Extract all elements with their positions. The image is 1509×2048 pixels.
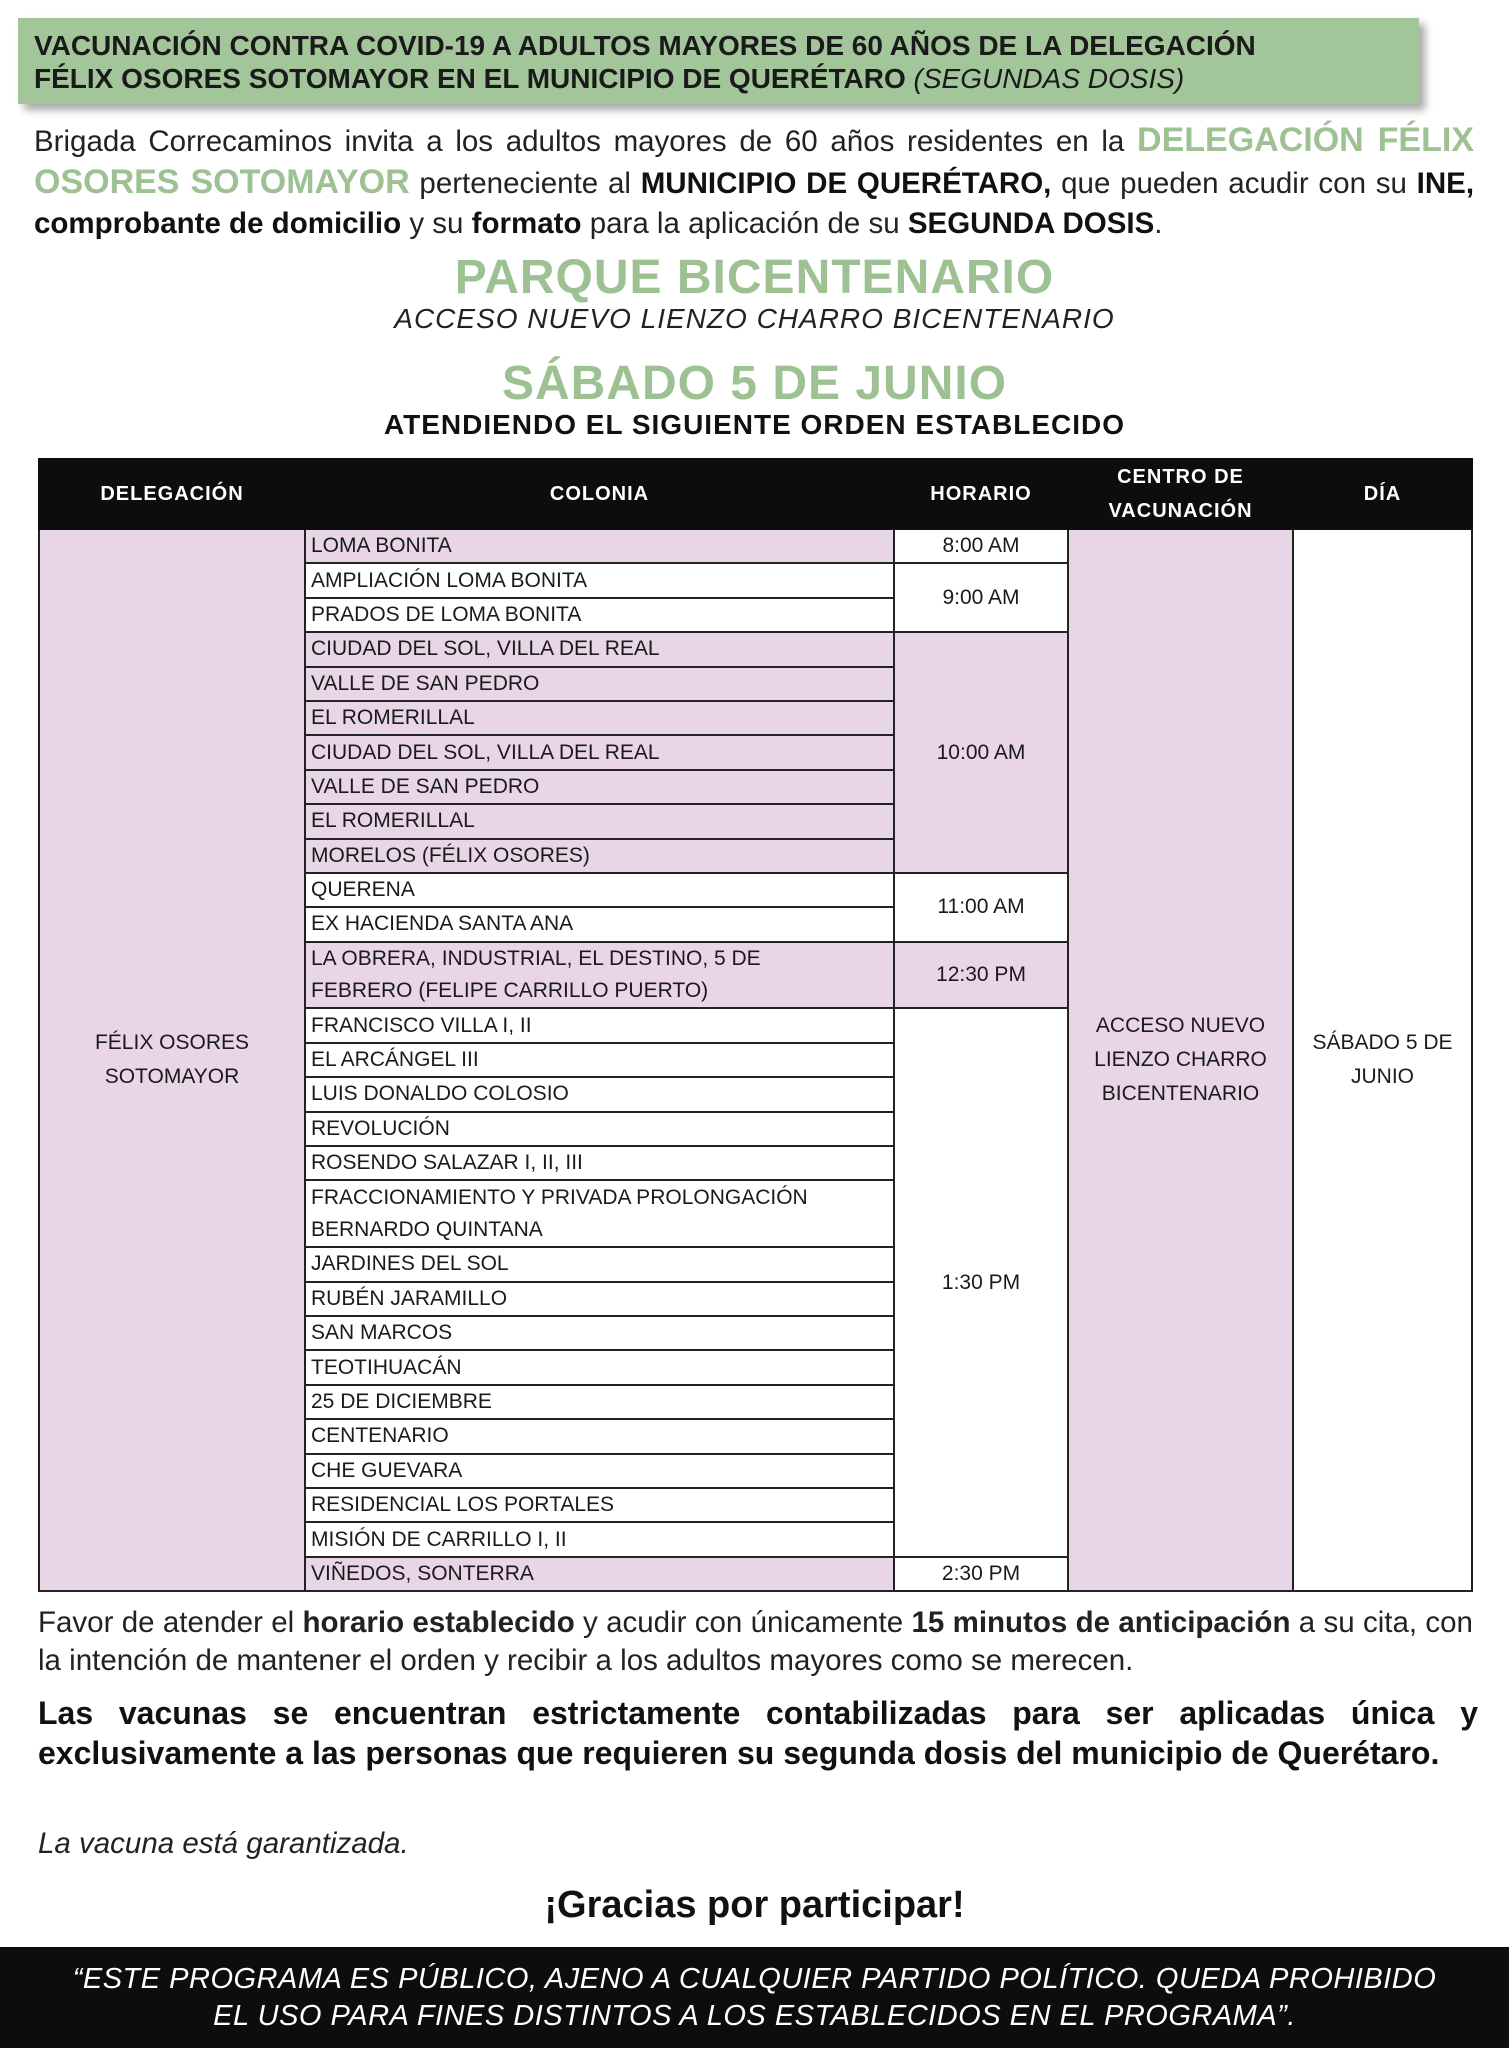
venue-title: PARQUE BICENTENARIO xyxy=(454,251,1055,304)
colonia-cell: SAN MARCOS xyxy=(305,1316,894,1350)
table-row xyxy=(39,529,1472,563)
note1-a: Favor de atender el xyxy=(38,1606,295,1639)
colonia-cell: BERNARDO QUINTANA xyxy=(305,1214,894,1247)
horario-cell: 8:00 AM xyxy=(894,529,1068,563)
note1-c: y acudir con únicamente xyxy=(583,1606,904,1639)
intro-text-1: Brigada Correcaminos invita a los adultos mayores de 60 años residentes en la xyxy=(34,125,1125,158)
colonia-cell: FEBRERO (FELIPE CARRILLO PUERTO) xyxy=(305,975,894,1008)
header-line2-italic: (SEGUNDAS DOSIS) xyxy=(913,63,1185,94)
intro-delegacion: DELEGACIÓN FÉLIX OSORES SOTOMAYOR xyxy=(34,121,1474,201)
intro-text-2: perteneciente al xyxy=(419,167,631,200)
colonia-cell: AMPLIACIÓN LOMA BONITA xyxy=(305,563,894,597)
intro-text-3: que pueden acudir con su xyxy=(1061,167,1407,200)
colonia-cell: QUERENA xyxy=(305,873,894,907)
colonia-cell: CIUDAD DEL SOL, VILLA DEL REAL xyxy=(305,735,894,769)
horario-cell: 9:00 AM xyxy=(894,563,1068,632)
colonia-cell: VIÑEDOS, SONTERRA xyxy=(305,1557,894,1591)
colonia-cell: RESIDENCIAL LOS PORTALES xyxy=(305,1488,894,1522)
colonia-cell: VALLE DE SAN PEDRO xyxy=(305,770,894,804)
colonia-cell: FRANCISCO VILLA I, II xyxy=(305,1008,894,1042)
footer-text xyxy=(0,1961,1509,2035)
note-horario xyxy=(38,1604,1473,1680)
colonia-cell: LUIS DONALDO COLOSIO xyxy=(305,1077,894,1111)
footer-line2: EL USO PARA FINES DISTINTOS A LOS ESTABLECIDOS EN EL PROGRAMA”. xyxy=(213,2000,1296,2032)
delegacion-line2: SOTOMAYOR xyxy=(104,1065,240,1089)
date-title: SÁBADO 5 DE JUNIO xyxy=(501,357,1008,410)
intro-segunda: SEGUNDA DOSIS xyxy=(907,207,1155,240)
horario-cell: 10:00 AM xyxy=(894,632,1068,873)
centro-line2: LIENZO CHARRO xyxy=(1094,1048,1267,1072)
table-header-row xyxy=(39,459,1472,529)
dia-line2: JUNIO xyxy=(1351,1065,1414,1089)
header-centro-line2: VACUNACIÓN xyxy=(1108,500,1253,522)
centro-cell xyxy=(1068,529,1293,1591)
footer-disclaimer xyxy=(0,1947,1509,2048)
colonia-cell: MISIÓN DE CARRILLO I, II xyxy=(305,1522,894,1556)
colonia-cell: EL ROMERILLAL xyxy=(305,701,894,735)
colonia-cell: REVOLUCIÓN xyxy=(305,1112,894,1146)
colonia-cell: CENTENARIO xyxy=(305,1419,894,1453)
horario-cell: 1:30 PM xyxy=(894,1008,1068,1556)
colonia-cell: CIUDAD DEL SOL, VILLA DEL REAL xyxy=(305,632,894,666)
intro-text-5: para la aplicación de su xyxy=(589,207,900,240)
colonia-cell: EL ARCÁNGEL III xyxy=(305,1043,894,1077)
header-title xyxy=(34,29,1409,95)
intro-municipio: MUNICIPIO DE QUERÉTARO, xyxy=(640,167,1052,200)
header-centro-line1: CENTRO DE xyxy=(1117,466,1244,488)
intro-formato: formato xyxy=(471,207,582,240)
note-garantizada: La vacuna está garantizada. xyxy=(38,1827,409,1860)
colonia-cell: PRADOS DE LOMA BONITA xyxy=(305,598,894,632)
colonia-cell: RUBÉN JARAMILLO xyxy=(305,1282,894,1316)
intro-text-4: y su xyxy=(409,207,464,240)
colonia-cell: JARDINES DEL SOL xyxy=(305,1247,894,1281)
centro-line3: BICENTENARIO xyxy=(1101,1082,1260,1106)
colonia-cell: EL ROMERILLAL xyxy=(305,804,894,838)
colonia-cell: VALLE DE SAN PEDRO xyxy=(305,667,894,701)
footer-line1: “ESTE PROGRAMA ES PÚBLICO, AJENO A CUALQUIER PARTIDO POLÍTICO. QUEDA PROHIBIDO xyxy=(72,1963,1437,1995)
colonia-cell: FRACCIONAMIENTO Y PRIVADA PROLONGACIÓN xyxy=(305,1180,894,1213)
order-subtitle: ATENDIENDO EL SIGUIENTE ORDEN ESTABLECIDO xyxy=(383,409,1126,440)
horario-cell: 2:30 PM xyxy=(894,1557,1068,1591)
note1-d: 15 minutos de anticipación xyxy=(911,1606,1291,1639)
intro-text-6: . xyxy=(1154,207,1163,240)
intro-ine: INE, comprobante de domicilio xyxy=(34,167,1475,240)
header-line2 xyxy=(34,62,1409,95)
header-colonia: COLONIA xyxy=(305,459,894,529)
dia-line1: SÁBADO 5 DE xyxy=(1312,1031,1453,1055)
header-centro xyxy=(1068,459,1293,529)
note1-e: a su cita, con la intención de mantener el orden y recibir a los adultos mayores como se merecen. xyxy=(38,1606,1473,1677)
horario-cell: 12:30 PM xyxy=(894,942,1068,1009)
intro-paragraph xyxy=(34,120,1474,244)
header-banner xyxy=(18,18,1419,104)
header-dia: DÍA xyxy=(1293,459,1472,529)
note-vacunas: Las vacunas se encuentran estrictamente contabilizadas para ser aplicadas única y exclusivamente a las personas que requieren su segunda dosis del municipio de Querétaro. xyxy=(38,1695,1478,1771)
header-delegacion: DELEGACIÓN xyxy=(39,459,305,529)
colonia-cell: 25 DE DICIEMBRE xyxy=(305,1385,894,1419)
note1-b: horario establecido xyxy=(302,1606,575,1639)
delegacion-cell xyxy=(39,529,305,1591)
delegacion-line1: FÉLIX OSORES xyxy=(94,1031,250,1055)
thanks-message: ¡Gracias por participar! xyxy=(544,1884,965,1926)
centro-line1: ACCESO NUEVO xyxy=(1095,1014,1266,1038)
colonia-cell: EX HACIENDA SANTA ANA xyxy=(305,907,894,941)
schedule-table xyxy=(38,458,1473,1592)
colonia-cell: ROSENDO SALAZAR I, II, III xyxy=(305,1146,894,1180)
horario-cell: 11:00 AM xyxy=(894,873,1068,942)
venue-subtitle: ACCESO NUEVO LIENZO CHARRO BICENTENARIO xyxy=(394,303,1115,334)
colonia-cell: TEOTIHUACÁN xyxy=(305,1350,894,1384)
colonia-cell: LA OBRERA, INDUSTRIAL, EL DESTINO, 5 DE xyxy=(305,942,894,975)
header-line1: VACUNACIÓN CONTRA COVID-19 A ADULTOS MAYORES DE 60 AÑOS DE LA DELEGACIÓN xyxy=(34,30,1256,61)
colonia-cell: CHE GUEVARA xyxy=(305,1454,894,1488)
dia-cell xyxy=(1293,529,1472,1591)
colonia-cell: MORELOS (FÉLIX OSORES) xyxy=(305,839,894,873)
colonia-cell: LOMA BONITA xyxy=(305,529,894,563)
header-line2-text: FÉLIX OSORES SOTOMAYOR EN EL MUNICIPIO DE QUERÉTARO xyxy=(34,63,906,94)
header-horario: HORARIO xyxy=(894,459,1068,529)
